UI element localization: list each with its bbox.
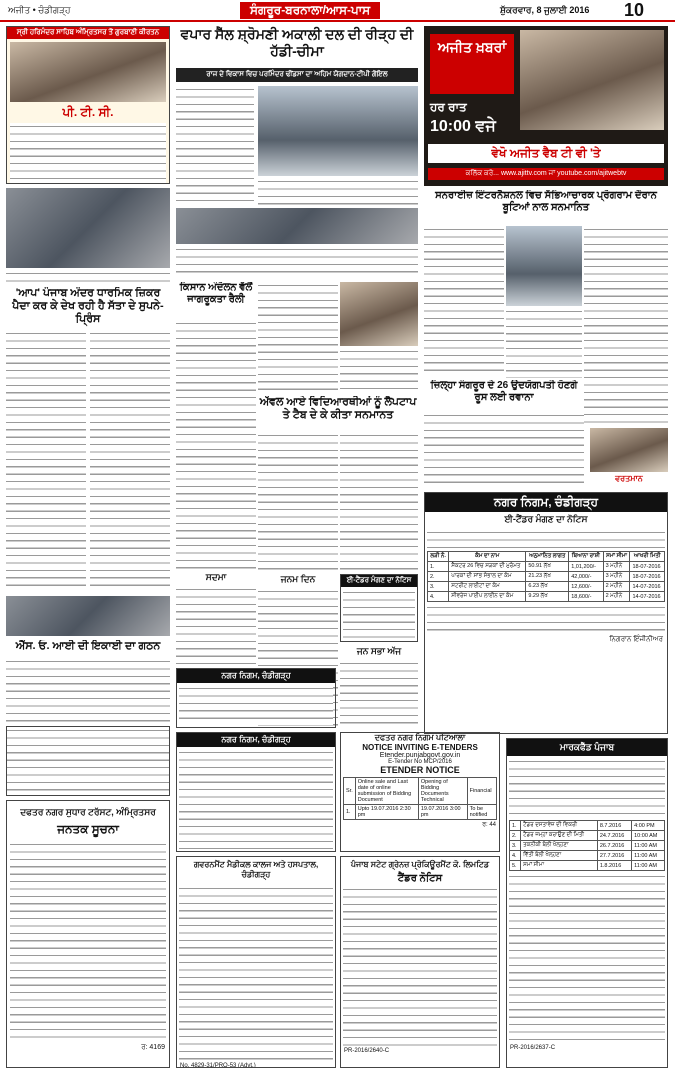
nt-cell: 50.91 ਲੱਖ: [526, 562, 569, 572]
punsup-code: PR-2016/2640-C: [344, 1048, 390, 1054]
table-row: [510, 821, 665, 831]
photo-caption: [6, 270, 170, 284]
nt-cell: 18-07-2016: [630, 562, 665, 572]
students-photo: [340, 282, 418, 346]
sio-text: [6, 658, 170, 722]
medical-title: ਗਵਰਨਮੈਂਟ ਮੈਡੀਕਲ ਕਾਲਜ ਅਤੇ ਹਸਪਤਾਲ, ਚੰਡੀਗੜ੍ਹ: [193, 860, 319, 879]
nagar-nigam-intro: [427, 529, 665, 549]
nt-cell: 2.: [428, 572, 449, 582]
nt-cell: 9.29 ਲੱਖ: [526, 592, 569, 602]
mt-cell: 8.7.2016: [597, 821, 631, 831]
tv-ad-photo: [520, 30, 664, 130]
students-text-col2: [340, 432, 418, 572]
nagar-nigam-footer: [427, 604, 665, 634]
punsup-notice: [340, 856, 500, 1068]
main-photo: [258, 86, 418, 176]
nagar-nigam-title: ਨਗਰ ਨਿਗਮ, ਚੰਡੀਗੜ੍ਹ: [425, 493, 667, 512]
farmers-headline: ਕਿਸਾਨ ਅੰਦੋਲਨ ਵੱਲੋਂ ਜਾਗਰੂਕਤਾ ਰੈਲੀ: [179, 282, 253, 305]
mt-cell: ਟੈਂਡਰ ਦਸਤਾਵੇਜ਼ ਦੀ ਵਿਕਰੀ: [521, 821, 598, 831]
header-location: ਅਜੀਤ • ਚੰਡੀਗੜ੍ਹ: [8, 5, 71, 15]
aap-text-col2: [90, 330, 170, 592]
jan-sabha-text: [340, 660, 418, 728]
amritsar-sub: ਜਨਤਕ ਸੂਚਨਾ: [57, 822, 119, 836]
mc-text: [179, 749, 333, 849]
table-row: [428, 582, 665, 592]
main-subhead: ਰਾਜ ਦੇ ਵਿਕਾਸ ਵਿਚ ਪਰਮਿੰਦਰ ਢੀਂਡਸਾ ਦਾ ਅਹਿਮ ਯੋਗਦਾਨ-ਟੀਪੀ ਗੋਇਲ: [176, 68, 418, 82]
amritsar-code: ਰ: 4169: [141, 1044, 165, 1051]
nt-cell: 4.: [428, 592, 449, 602]
nt-cell: 3.: [428, 582, 449, 592]
pt-c0: 1.: [344, 805, 356, 820]
mt-cell: 10:00 AM: [632, 831, 665, 841]
nt-cell: 18-07-2016: [630, 572, 665, 582]
mt-cell: 5.: [510, 861, 521, 871]
table-row: [428, 562, 665, 572]
main-text-row: [176, 246, 418, 276]
medical-notice: [176, 856, 336, 1068]
nt-cell: ਸਟਰੀਟ ਲਾਈਟਾਂ ਦਾ ਕੰਮ: [449, 582, 526, 592]
school-text-col3: [584, 226, 668, 426]
temple-photo: [10, 42, 166, 102]
table-row: [510, 831, 665, 841]
nt-cell: 21.23 ਲੱਖ: [526, 572, 569, 582]
mt-cell: 3.: [510, 841, 521, 851]
table-row: [510, 851, 665, 861]
farmers-text: [176, 320, 256, 570]
etender-small: [340, 574, 418, 642]
table-row: [510, 841, 665, 851]
markfed-text: [509, 873, 665, 1043]
etender-no: E-Tender No MCP/2016: [388, 759, 452, 765]
pt-h1: Online sale and Last date of online submission of Bidding Document: [355, 778, 418, 805]
mt-cell: ਤਕਨੀਕੀ ਬੋਲੀ ਖੋਲ੍ਹਣਾ: [521, 841, 598, 851]
mt-cell: 24.7.2016: [597, 831, 631, 841]
cinema-photo: [590, 428, 668, 472]
header-section: ਸੰਗਰੂਰ-ਬਰਨਾਲਾ/ਆਸ-ਪਾਸ: [240, 2, 380, 19]
nagar-nigam-small-title: ਨਗਰ ਨਿਗਮ, ਚੰਡੀਗੜ੍ਹ: [177, 669, 335, 683]
mt-cell: 4.: [510, 851, 521, 861]
etender-notice: ETENDER NOTICE: [380, 765, 460, 775]
school-photo: [506, 226, 582, 306]
industry-text: [424, 412, 584, 484]
nt-cell: 12,600/-: [569, 582, 603, 592]
markfed-code: PR-2016/2637-C: [510, 1045, 556, 1051]
ajit-khabran: ਅਜੀਤ ਖ਼ਬਰਾਂ: [430, 34, 514, 94]
table-row: [428, 572, 665, 582]
temple-ad-title: ਸ੍ਰੀ ਹਰਿਮੰਦਰ ਸਾਹਿਬ ਅੰਮ੍ਰਿਤਸਰ ਤੋਂ ਗੁਰਬਾਣੀ ਕੀਰਤਨ: [7, 27, 169, 39]
temple-ad: [6, 26, 170, 184]
school-caption: [506, 308, 582, 378]
nagar-nigam-small: [176, 668, 336, 728]
mt-cell: 11:00 AM: [632, 851, 665, 861]
students-text-col1: [258, 432, 338, 572]
patiala-code: ਰ: 44: [482, 822, 496, 828]
temple-channel: ਪੀ. ਟੀ. ਸੀ.: [62, 105, 114, 119]
nt-cell: 18,600/-: [569, 592, 603, 602]
markfed-intro: [509, 758, 665, 818]
amritsar-notice: [6, 800, 170, 1068]
nt-cell: 2 ਮਹੀਨੇ: [603, 592, 630, 602]
mt-cell: 1.: [510, 821, 521, 831]
main-text-col1: [176, 86, 254, 206]
markfed-title: ਮਾਰਕਫੈੱਡ ਪੰਜਾਬ: [507, 739, 667, 756]
main-headline: ਵਪਾਰ ਸੈੱਲ ਸ਼੍ਰੋਮਣੀ ਅਕਾਲੀ ਦਲ ਦੀ ਰੀੜ੍ਹ ਦੀ ਹੱਡੀ-ਚੀਮਾ: [180, 26, 414, 59]
tv-links[interactable]: ਕਲਿੱਕ ਕਰੋ... www.ajittv.com ਜਾਂ youtube.com/ajitwebtv: [428, 168, 664, 180]
amritsar-text: [10, 841, 166, 1041]
nt-cell: 14-07-2016: [630, 592, 665, 602]
patiala-notice: [340, 732, 500, 852]
school-text-col1: [424, 226, 504, 376]
aap-headline: 'ਆਪ' ਪੰਜਾਬ ਅੰਦਰ ਧਾਰਮਿਕ ਜ਼ਿਕਰ ਪੈਦਾ ਕਰ ਕੇ ਦੇਖ ਰਹੀ ਹੈ ਸੱਤਾ ਦੇ ਸੁਪਨੇ-ਪ੍ਰਿੰਸ: [12, 287, 164, 325]
jan-sabha: ਜਨ ਸਭਾ ਅੱਜ: [356, 646, 402, 656]
etender-small-title: ਈ-ਟੈਂਡਰ ਮੰਗਣ ਦਾ ਨੋਟਿਸ: [341, 575, 417, 587]
notice-table: [427, 551, 665, 602]
group-photo: [176, 208, 418, 244]
pt-h0: Sr.: [344, 778, 356, 805]
nagar-nigam-sub: ਈ-ਟੈਂਡਰ ਮੰਗਣ ਦਾ ਨੋਟਿਸ: [504, 514, 588, 524]
tv-time: 10:00 ਵਜੇ: [430, 118, 496, 135]
signature: ਨਿਗਰਾਨ ਇੰਜੀਨੀਅਰ: [609, 636, 663, 643]
mt-cell: 27.7.2016: [597, 851, 631, 861]
mt-cell: 1.8.2016: [597, 861, 631, 871]
aap-text-col1: [6, 330, 86, 592]
nt-h4: ਸਮਾਂ ਸੀਮਾ: [603, 552, 630, 562]
ajit-tv-ad: [424, 26, 668, 186]
table-row: [510, 861, 665, 871]
mt-cell: 2.: [510, 831, 521, 841]
mid-text-col2: [258, 282, 338, 392]
nt-cell: 1,01,200/-: [569, 562, 603, 572]
markfed-table: [509, 820, 665, 871]
etender-site: Etender.punjabgovt.gov.in: [379, 752, 461, 759]
sio-headline: ਐੱਸ. ਓ. ਆਈ ਦੀ ਇਕਾਈ ਦਾ ਗਠਨ: [15, 640, 161, 652]
nt-cell: 42,000/-: [569, 572, 603, 582]
medical-text: [179, 885, 333, 1061]
mt-cell: 11:00 AM: [632, 841, 665, 851]
patiala-table: [343, 777, 497, 820]
temple-ad-text: [10, 123, 166, 183]
mc-title: ਨਗਰ ਨਿਗਮ, ਚੰਡੀਗੜ੍ਹ: [177, 733, 335, 747]
header-date: ਸ਼ੁੱਕਰਵਾਰ, 8 ਜੁਲਾਈ 2016: [500, 5, 590, 15]
nt-cell: ਸੀਵਰੇਜ ਪਾਈਪ ਲਾਈਨ ਦਾ ਕੰਮ: [449, 592, 526, 602]
punsup-title: ਪੰਜਾਬ ਸਟੇਟ ਗ੍ਰੇਨਜ਼ ਪ੍ਰੋਕਿਊਰਮੈਂਟ ਕੋ. ਲਿਮਟਿਡ: [350, 860, 490, 869]
tv-time-label: ਹਰ ਰਾਤ: [430, 100, 467, 114]
nt-cell: ਪਾਰਕਾਂ ਦੀ ਸਾਂਭ ਸੰਭਾਲ ਦਾ ਕੰਮ: [449, 572, 526, 582]
mc-bathinda-notice: [176, 732, 336, 852]
janam-label: ਜਨਮ ਦਿਨ: [280, 574, 316, 584]
students-headline: ਅੱਵਲ ਆਏ ਵਿਦਿਆਰਥੀਆਂ ਨੂੰ ਲੈਪਟਾਪ ਤੇ ਟੈਬ ਦੇ ਕੇ ਕੀਤਾ ਸਨਮਾਨਤ: [259, 396, 417, 421]
nt-h0: ਲੜੀ ਨੰ.: [428, 552, 449, 562]
sio-photo: [6, 596, 170, 636]
nt-cell: 3 ਮਹੀਨੇ: [603, 572, 630, 582]
industry-headline: ਜ਼ਿਲ੍ਹਾ ਸੰਗਰੂਰ ਦੇ 26 ਉਦਯੋਗਪਤੀ ਹੋਣਗੇ ਰੂਸ ਲਈ ਰਵਾਨਾ: [430, 380, 578, 403]
mt-cell: 26.7.2016: [597, 841, 631, 851]
meeting-photo: [6, 188, 170, 268]
punsup-sub: ਟੈਂਡਰ ਨੋਟਿਸ: [397, 873, 443, 884]
medical-code: No. 4829-31/PRO-53 (Advt.): [180, 1063, 256, 1068]
tv-cta: ਵੇਖੋ ਅਜੀਤ ਵੈਬ ਟੀ ਵੀ 'ਤੇ: [428, 144, 664, 163]
nt-h3: ਬਿਆਨਾ ਰਾਸ਼ੀ: [569, 552, 603, 562]
sadna-text: [176, 586, 256, 664]
mt-cell: 4:00 PM: [632, 821, 665, 831]
nagar-nigam-small-text: [179, 685, 333, 725]
pt-c2: 19.07.2016 3:00 pm: [418, 805, 467, 820]
mt-cell: ਵਿੱਤੀ ਬੋਲੀ ਖੋਲ੍ਹਣਾ: [521, 851, 598, 861]
amritsar-title: ਦਫਤਰ ਨਗਰ ਸੁਧਾਰ ਟਰੱਸਟ, ਅੰਮ੍ਰਿਤਸਰ: [20, 807, 156, 817]
markfed-notice: [506, 738, 668, 1068]
etender-small-text: [343, 589, 415, 639]
patiala-title: ਦਫਤਰ ਨਗਰ ਨਿਗਮ ਪਟਿਆਲਾ: [374, 733, 466, 742]
mt-cell: 11:00 AM: [632, 861, 665, 871]
notice-inviting: NOTICE INVITING E-TENDERS: [362, 743, 478, 752]
nt-cell: 6.23 ਲੱਖ: [526, 582, 569, 592]
students-caption: [340, 348, 418, 392]
nt-cell: 14-07-2016: [630, 582, 665, 592]
nt-cell: 2 ਮਹੀਨੇ: [603, 582, 630, 592]
nt-h1: ਕੰਮ ਦਾ ਨਾਮ: [449, 552, 526, 562]
nt-cell: 1.: [428, 562, 449, 572]
pt-c1: Upto 19.07.2016 2:30 pm: [355, 805, 418, 820]
public-notice-left: [6, 726, 170, 796]
pt-h2: Opening of Bidding Documents Technical: [418, 778, 467, 805]
page-number: 10: [624, 0, 645, 20]
pt-h3: Financial: [467, 778, 496, 805]
nt-cell: 3 ਮਹੀਨੇ: [603, 562, 630, 572]
sadna-label: ਸਦਮਾ: [205, 572, 227, 582]
punsup-text: [343, 886, 497, 1046]
main-photo-caption: [258, 178, 418, 206]
nt-cell: ਸੈਕਟਰ 26 ਵਿਚ ਸੜਕਾਂ ਦੀ ਮੁਰੰਮਤ: [449, 562, 526, 572]
school-headline: ਸਨਰਾਈਜ਼ ਇੰਟਰਨੈਸ਼ਨਲ ਵਿਚ ਸੱਭਿਆਚਾਰਕ ਪ੍ਰੋਗਰਾਮ ਦੌਰਾਨ ਬੂਟਿਆਂ ਨਾਲ ਸਨਮਾਨਿਤ: [435, 190, 657, 213]
nt-h2: ਅਨੁਮਾਨਿਤ ਲਾਗਤ: [526, 552, 569, 562]
page-header: [0, 0, 675, 22]
pt-c3: To be notified: [467, 805, 496, 820]
nagar-nigam-notice: [424, 492, 668, 734]
nt-h5: ਆਖਰੀ ਮਿਤੀ: [630, 552, 665, 562]
mt-cell: ਸਮਾਂ ਸੀਮਾ: [521, 861, 598, 871]
mt-cell: ਟੈਂਡਰ ਜਮ੍ਹਾਂ ਕਰਾਉਣ ਦੀ ਮਿਤੀ: [521, 831, 598, 841]
table-row: [428, 592, 665, 602]
cinema-caption: ਵਰਤਮਾਨ: [615, 474, 643, 483]
